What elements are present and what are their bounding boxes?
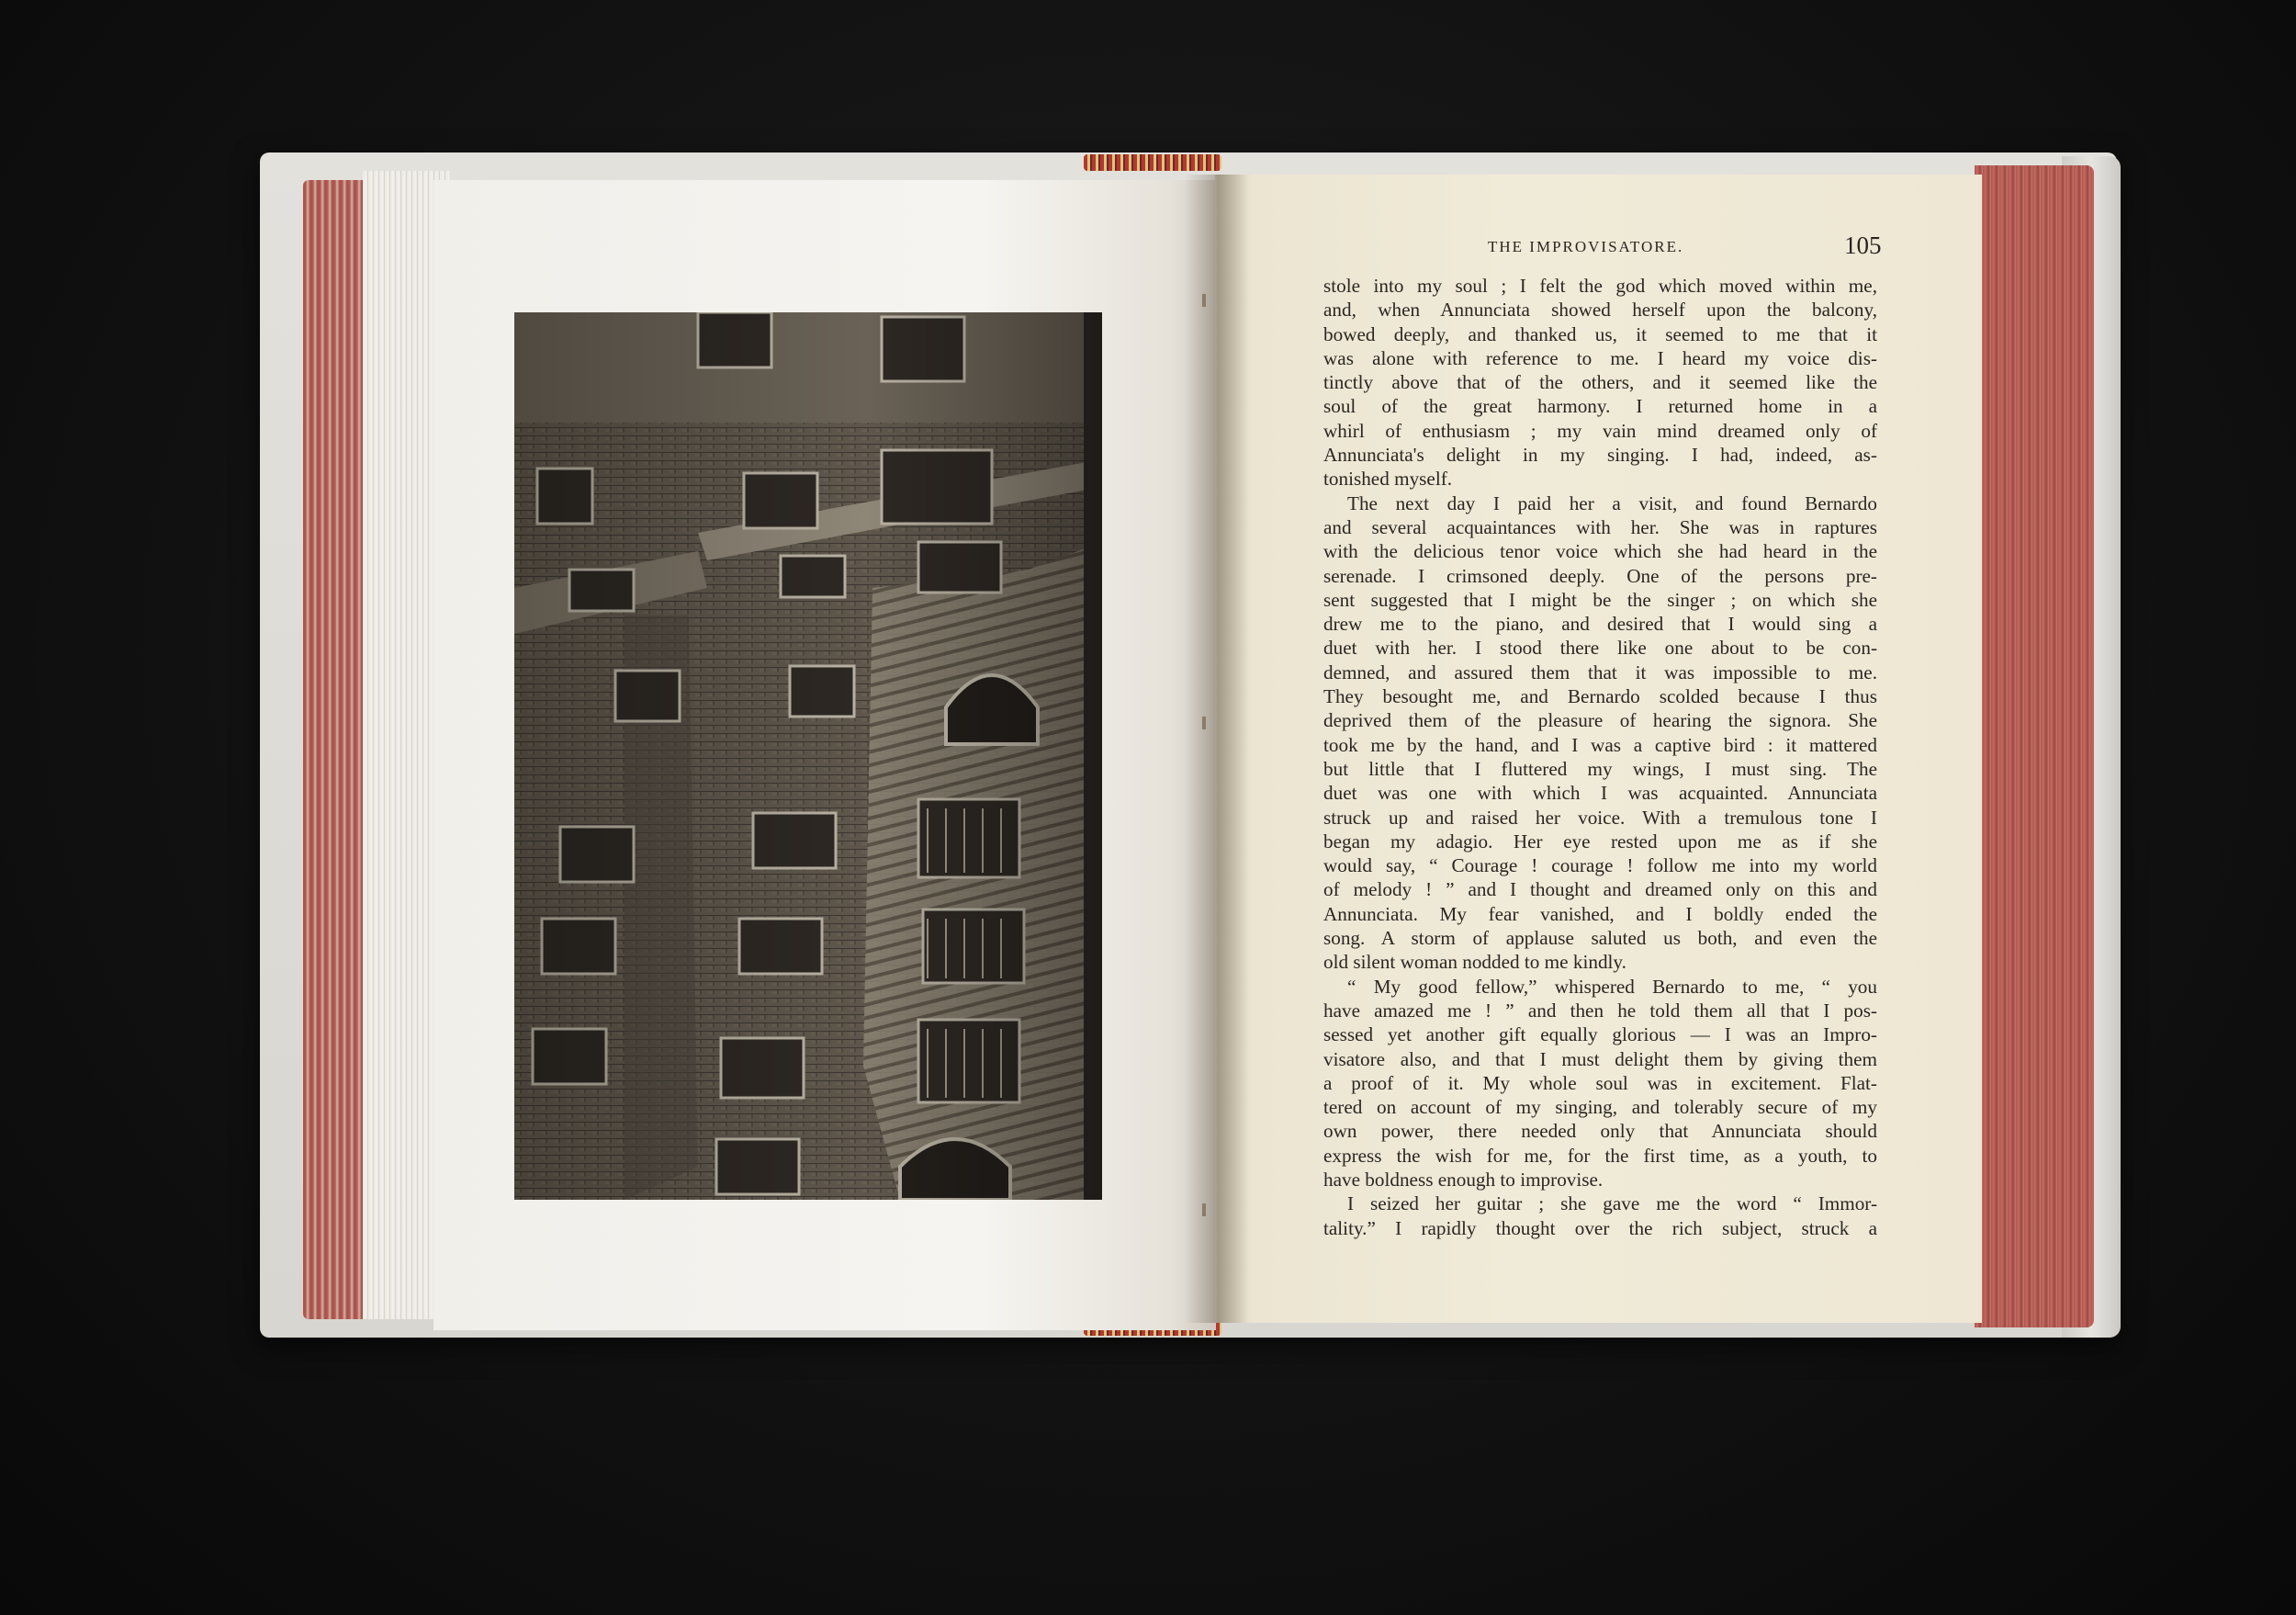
text-line: own power, there needed only that Annunciata should <box>1323 1120 1877 1143</box>
text-line: was alone with reference to me. I heard my voice dis- <box>1323 346 1877 369</box>
text-line: a proof of it. My whole soul was in excitement. Flat- <box>1323 1071 1877 1094</box>
text-line: deprived them of the pleasure of hearing the signora. She <box>1323 709 1877 732</box>
text-line: Annunciata. My fear vanished, and I boldly ended the <box>1323 902 1877 925</box>
binding-thread <box>1202 717 1206 729</box>
text-line: sessed yet another gift equally glorious — I was an Impro- <box>1323 1023 1877 1046</box>
binding-thread <box>1202 1203 1206 1216</box>
text-line: struck up and raised her voice. With a tremulous tone I <box>1323 806 1877 829</box>
text-line: drew me to the piano, and desired that I would sing a <box>1323 613 1877 636</box>
page-edges-right <box>1975 165 2094 1327</box>
text-line: demned, and assured them that it was impossible to me. <box>1323 661 1877 683</box>
text-line: tality.” I rapidly thought over the rich subject, struck a <box>1323 1216 1877 1239</box>
text-line: “ My good fellow,” whispered Bernardo to me, “ you <box>1347 975 1877 998</box>
text-line: with the delicious tenor voice which she had heard in the <box>1323 540 1877 563</box>
text-line: sent suggested that I might be the singer ; on which she <box>1323 588 1877 611</box>
text-line: old silent woman nodded to me kindly. <box>1323 951 1626 974</box>
text-line: began my adagio. Her eye rested upon me as if she <box>1323 830 1877 853</box>
text-line: but little that I fluttered my wings, I must sing. The <box>1323 757 1877 780</box>
text-line: have boldness enough to improvise. <box>1323 1168 1604 1191</box>
text-line: Annunciata's delight in my singing. I had, indeed, as- <box>1323 444 1877 467</box>
page-number: 105 <box>1844 232 1882 259</box>
text-line: took me by the hand, and I was a captive bird : it mattered <box>1323 733 1877 756</box>
text-line: and, when Annunciata showed herself upon the balcony, <box>1323 299 1877 322</box>
text-line: The next day I paid her a visit, and found Bernardo <box>1347 491 1877 514</box>
text-line: tered on account of my singing, and tolerably secure of my <box>1323 1096 1877 1119</box>
text-line: duet with her. I stood there like one about to be con- <box>1323 637 1877 660</box>
text-line: duet was one with which I was acquainted. Annunciata <box>1323 782 1877 805</box>
headband-top <box>1084 154 1221 171</box>
text-line: stole into my soul ; I felt the god which moved within me, <box>1323 275 1877 297</box>
text-line: song. A storm of applause saluted us both, and even the <box>1323 927 1877 950</box>
text-line: bowed deeply, and thanked us, it seemed to me that it <box>1323 322 1877 345</box>
text-line: tinctly above that of the others, and it seemed like the <box>1323 371 1877 394</box>
text-line: whirl of enthusiasm ; my vain mind dreamed only of <box>1323 419 1877 442</box>
text-line: tonished myself. <box>1323 468 1453 491</box>
text-line: of melody ! ” and I thought and dreamed only on this and <box>1323 878 1877 901</box>
text-line: would say, “ Courage ! courage ! follow me into my world <box>1323 854 1877 877</box>
running-head: THE IMPROVISATORE. <box>1488 238 1684 255</box>
text-line: soul of the great harmony. I returned home in a <box>1323 395 1877 418</box>
text-line: I seized her guitar ; she gave me the word “ Immor- <box>1347 1192 1877 1215</box>
text-line: visatore also, and that I must delight them by giving them <box>1323 1047 1877 1070</box>
text-line: have amazed me ! ” and then he told them all that I pos- <box>1323 999 1877 1022</box>
text-line: They besought me, and Bernardo scolded because I thus <box>1323 685 1877 708</box>
binding-thread <box>1202 294 1206 307</box>
text-line: express the wish for me, for the first time, as a youth, to <box>1323 1144 1877 1167</box>
plate-photograph <box>514 312 1102 1200</box>
text-line: serenade. I crimsoned deeply. One of the persons pre- <box>1323 564 1877 587</box>
body-text <box>1323 274 1877 1240</box>
text-line: and several acquaintances with her. She was in raptures <box>1323 515 1877 538</box>
